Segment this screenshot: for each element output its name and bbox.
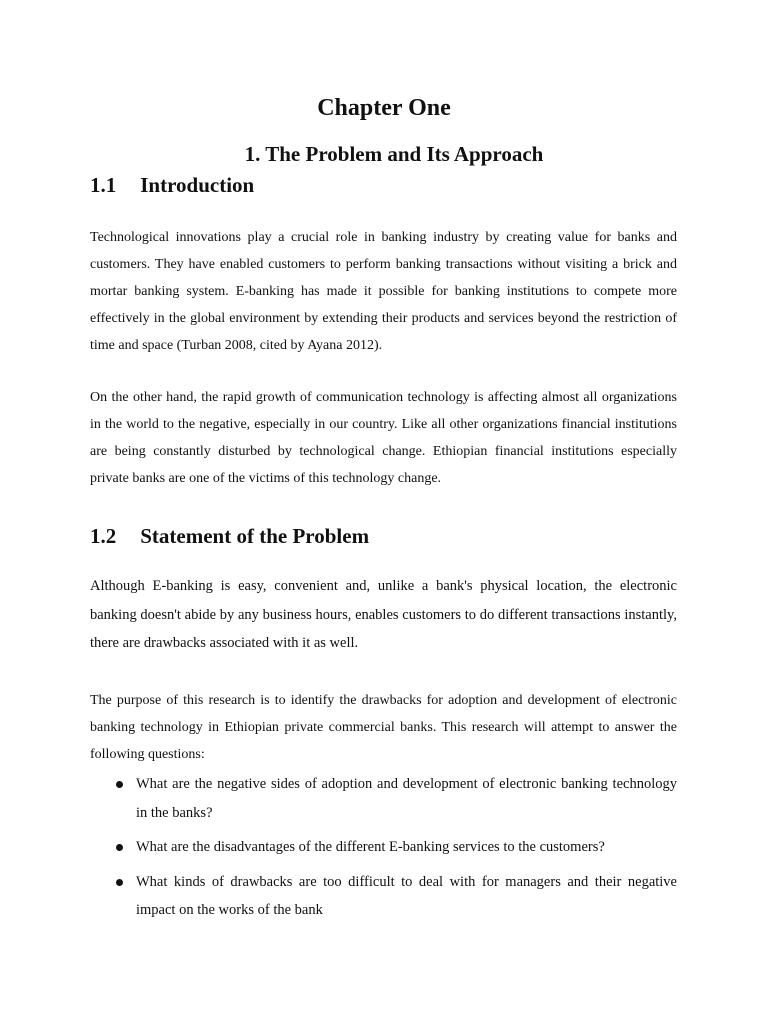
bullet-icon xyxy=(116,879,123,886)
list-item xyxy=(90,868,677,925)
section-title: Introduction xyxy=(140,173,255,197)
list-item xyxy=(90,833,677,862)
introduction-paragraph-2: On the other hand, the rapid growth of communication technology is affecting almost all organizations in the world to the negative, especially in our country. Like all other organizations financial institutions are being constantly disturbed by technological change. Ethiopian financial institutions especially private banks are one of the victims of this technology change. xyxy=(90,390,677,486)
section-number: 1.2 xyxy=(90,524,117,548)
bullet-icon xyxy=(116,844,123,851)
section-title: Statement of the Problem xyxy=(140,524,370,548)
section-heading-introduction xyxy=(90,171,254,199)
section-number: 1.1 xyxy=(90,173,117,197)
question-text: What are the negative sides of adoption and development of electronic banking technology in the banks? xyxy=(136,776,677,821)
part-title: 1. The Problem and Its Approach xyxy=(244,142,544,166)
question-text: What kinds of drawbacks are too difficult to deal with for managers and their negative impact on the works of the bank xyxy=(136,873,677,918)
problem-paragraph-2: The purpose of this research is to identify the drawbacks for adoption and development of electronic banking technology in Ethiopian private commercial banks. This research will attempt to answer the following questions: xyxy=(90,693,677,762)
bullet-icon xyxy=(116,781,123,788)
chapter-title: Chapter One xyxy=(317,95,451,121)
problem-paragraph-1: Although E-banking is easy, convenient and, unlike a bank's physical location, the electronic banking doesn't abide by any business hours, enables customers to do different transactions instantly, there are drawbacks associated with it as well. xyxy=(90,578,677,651)
research-questions-list xyxy=(90,770,677,931)
list-item xyxy=(90,770,677,827)
section-heading-statement-of-problem xyxy=(90,522,369,550)
question-text: What are the disadvantages of the different E-banking services to the customers? xyxy=(136,839,605,855)
introduction-paragraph-1: Technological innovations play a crucial role in banking industry by creating value for banks and customers. They have enabled customers to perform banking transactions without visiting a brick and mortar banking system. E-banking has made it possible for banking institutions to compete more effectively in the global environment by extending their products and services beyond the restriction of time and space (Turban 2008, cited by Ayana 2012). xyxy=(90,230,677,353)
